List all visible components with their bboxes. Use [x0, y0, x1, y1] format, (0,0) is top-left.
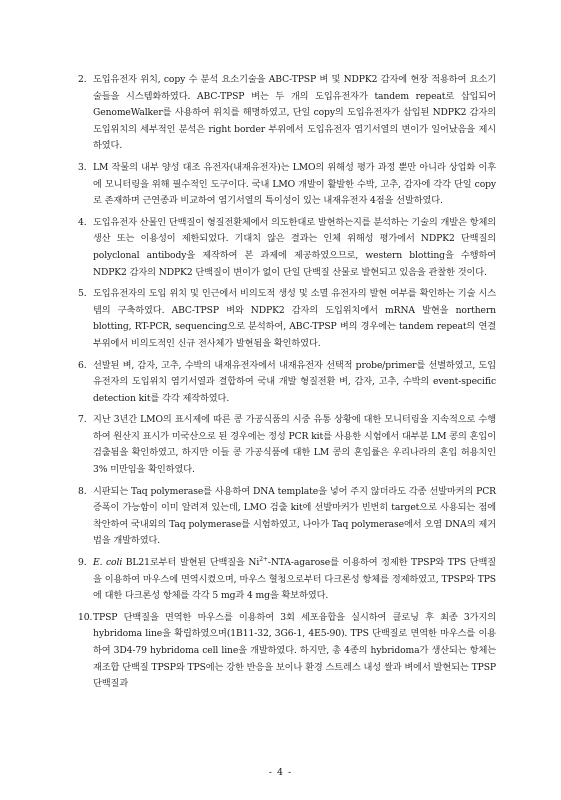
list-item [78, 358, 496, 408]
item-number: 2. [78, 74, 87, 85]
item-text-part: -NTA-agarose를 이용하여 정제한 TPSP와 TPS 단백질을 이용하여 마우스에 면역시켰으며, 마우스 혈청으로부터 다크론성 항체를 정제하였고, TPSP와 TPS에 대한 다크론성 항체를 각각 5 mg과 4 mg을 확보하였다. [93, 557, 496, 602]
item-text: TPSP 단백질을 면역한 마우스를 이용하여 3회 세포융합을 실시하여 클로닝 후 최종 3가지의 hybridoma line을 확립하였으며(1B11-32, 3G6-1, 4E5-90). TPS 단백질로 면역한 마우스를 이용하여 3D4-79 hybridoma cell line을 개발하였다. 하지만, 총 4종의 hybridoma가 생산되는 항체는 재조합 단백질 TPSP와 TPS에는 강한 반응을 보이나 환경 스트레스 내성 쌀과 벼에서 발현되는 TPSP 단백질과 [93, 611, 496, 690]
item-text-part: BL21로부터 발현된 단백질을 Ni [122, 557, 260, 569]
list-item [78, 160, 496, 210]
item-number: 3. [78, 161, 87, 173]
item-number: 7. [78, 414, 87, 426]
item-number: 5. [78, 288, 87, 300]
item-number: 10. [78, 611, 93, 623]
list-item [78, 72, 496, 155]
item-text [93, 557, 496, 601]
item-text: 도입유전자 위치, copy 수 분석 요소기술을 ABC-TPSP 벼 및 NDPK2 감자에 현장 적용하여 요소기술들을 시스템화하였다. ABC-TPSP 벼는 두 개의 도입유전자가 tandem repeat로 삽입되어 GenomeWalker를 사용하여 위치를 해명하였고, 단일 copy의 도입유전자가 삽입된 NDPK2 감자의 도입위치의 세부적인 분석은 right border 부위에서 도입유전자 염기서열의 변이가 일어났음을 제시하였다. [93, 74, 496, 152]
item-text: 선발된 벼, 감자, 고추, 수박의 내재유전자에서 내재유전자 선택적 probe/primer를 선별하였고, 도입유전자의 도입위치 염기서열과 결합하여 국내 개발 형질전환 벼, 감자, 고추, 수박의 event-specific detection kit를 각각 제작하였다. [93, 359, 496, 404]
page-number: - 4 - [268, 767, 293, 778]
item-text: 도입유전자 산물인 단백질이 형질전환체에서 의도한대로 발현하는지를 분석하는 기술의 개발은 항체의 생산 또는 이용성이 제한되었다. 기대치 않은 결과는 인체 위해성 평가에서 NDPK2 단백질의 polyclonal antibody을 제작하여 본 과제에 제공하였으므로, western blotting을 수행하여 NDPK2 감자의 NDPK2 단백질이 변이가 없이 단일 단백질 산물로 발현되고 있음을 관찰한 것이다. [93, 216, 496, 278]
item-number: 8. [78, 485, 87, 497]
species-name: E. coli [93, 557, 123, 569]
list-item [78, 555, 496, 605]
item-number: 9. [78, 557, 87, 569]
list-item [78, 286, 496, 352]
achievement-list [78, 72, 496, 698]
item-text: 시판되는 Taq polymerase를 사용하여 DNA template을 넣어 주지 않더라도 각종 선발마커의 PCR 증폭이 가능함이 이미 알려져 있는데, LMO 검출 kit에 선발마커가 빈번히 target으로 사용되는 점에 착안하여 국내외의 Taq polymerase를 시험하였고, 나아가 Taq polymerase에서 오염 DNA의 제거법을 개발하였다. [93, 485, 496, 547]
item-number: 6. [78, 359, 87, 371]
ion-charge: 2+ [259, 555, 268, 563]
item-text: 도입유전자의 도입 위치 및 인근에서 비의도적 생성 및 소멸 유전자의 발현 여부를 확인하는 기술 시스템의 구축하였다. ABC-TPSP 벼와 NDPK2 감자의 도입위치에서 mRNA 발현을 northern blotting, RT-PCR, sequencing으로 분석하여, ABC-TPSP 벼의 경우에는 tandem repeat의 연결부위에서 비의도적인 신규 전사체가 발현됨을 확인하였다. [93, 288, 496, 349]
list-item [78, 412, 496, 478]
list-item [78, 610, 496, 693]
item-text: LM 작물의 내부 양성 대조 유전자(내재유전자)는 LMO의 위해성 평가 과정 뿐만 아니라 상업화 이후에 모니터링을 위해 필수적인 도구이다. 국내 LMO 개발이 활발한 수박, 고추, 감자에 각각 단일 copy로 존재하며 근연종과 비교하여 염기서열의 특이성이 있는 내재유전자 4점을 선발하였다. [93, 161, 496, 207]
item-text: 지난 3년간 LMO의 표시제에 따른 콩 가공식품의 시중 유통 상황에 대한 모니터링을 지속적으로 수행하여 원산지 표시가 미국산으로 된 경우에는 정성 PCR kit를 사용한 시험에서 대부분 LM 콩의 혼입이 검출됨을 확인하였고, 하지만 이들 콩 가공식품에 대한 LM 콩의 혼입률은 우리나라의 혼입 허용치인 3% 미만임을 확인하였다. [93, 414, 496, 476]
item-number: 4. [78, 216, 87, 228]
list-item [78, 215, 496, 281]
list-item [78, 484, 496, 550]
